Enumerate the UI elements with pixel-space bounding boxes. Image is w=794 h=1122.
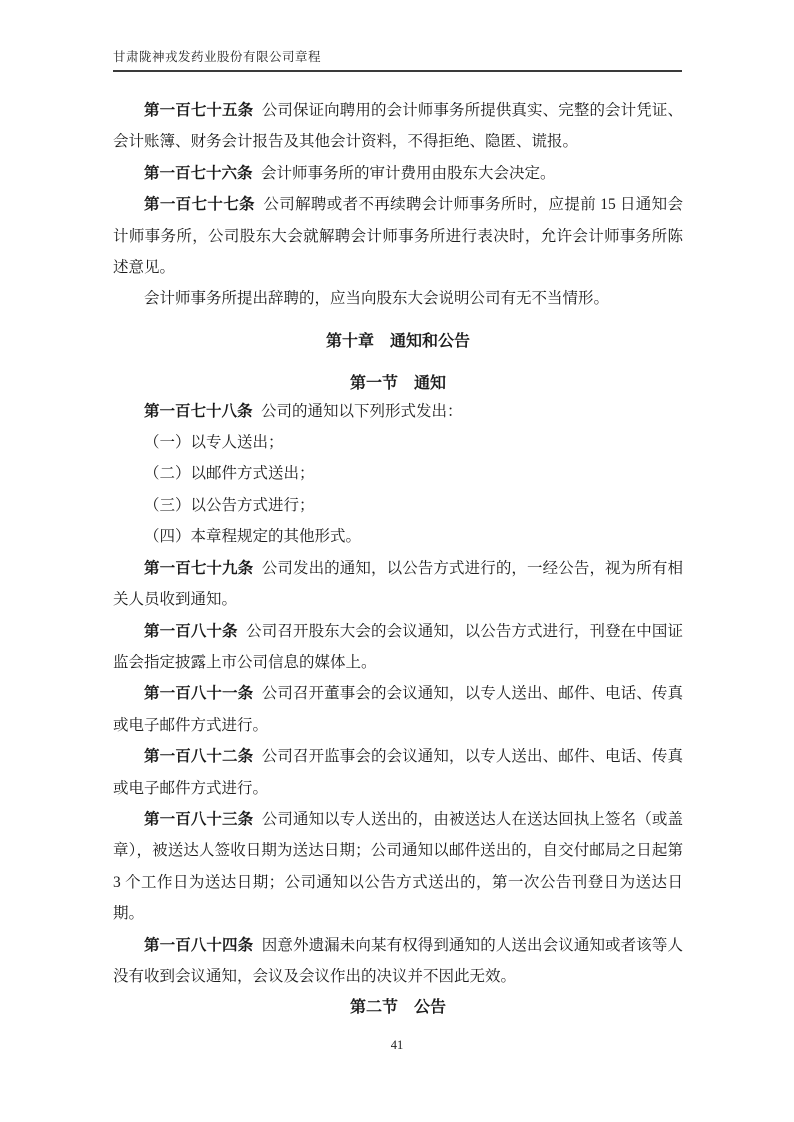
page-footer <box>0 1038 794 1053</box>
chapter-heading: 第十章 通知和公告 <box>325 332 470 350</box>
article-text: 公司召开董事会的会议通知，以专人送出、邮件、电话、传真或电子邮件方式进行。 <box>113 685 683 734</box>
article-paragraph-180 <box>113 616 683 679</box>
list-item-4: （四）本章程规定的其他形式。 <box>144 528 362 546</box>
article-number: 第一百七十八条 <box>144 402 253 420</box>
article-text: 因意外遗漏未向某有权得到通知的人送出会议通知或者该等人没有收到会议通知，会议及会议作出的决议并不因此无效。 <box>113 936 683 985</box>
list-item-2: （二）以邮件方式送出； <box>144 465 315 483</box>
article-paragraph-182 <box>113 741 683 804</box>
article-number: 第一百八十三条 <box>144 810 254 828</box>
article-number: 第一百八十四条 <box>144 936 254 954</box>
article-number: 第一百七十六条 <box>144 164 253 182</box>
article-paragraph-181 <box>113 678 683 741</box>
article-paragraph-175 <box>113 95 683 158</box>
section-heading-notice: 第一节 通知 <box>349 375 446 393</box>
article-paragraph-178 <box>113 396 683 427</box>
article-number: 第一百八十条 <box>144 622 238 640</box>
article-text: 公司召开股东大会的会议通知，以公告方式进行，刊登在中国证监会指定披露上市公司信息的媒体上。 <box>113 622 683 671</box>
list-item-3: （三）以公告方式进行； <box>144 496 315 514</box>
article-paragraph-184 <box>113 930 683 993</box>
article-number: 第一百八十二条 <box>144 748 254 766</box>
article-text: 会计师事务所的审计费用由股东大会决定。 <box>261 164 556 182</box>
article-number: 第一百八十一条 <box>144 685 254 703</box>
body-paragraph: 会计师事务所提出辞聘的，应当向股东大会说明公司有无不当情形。 <box>144 290 610 308</box>
article-text: 公司保证向聘用的会计师事务所提供真实、完整的会计凭证、会计账簿、财务会计报告及其他会计资料，不得拒绝、隐匿、谎报。 <box>113 102 683 151</box>
article-text: 公司的通知以下列形式发出： <box>261 402 463 420</box>
header-divider <box>113 70 682 72</box>
list-item-1: （一）以专人送出； <box>144 434 284 452</box>
article-paragraph-177 <box>113 189 683 283</box>
article-text: 公司通知以专人送出的，由被送达人在送达回执上签名（或盖章），被送达人签收日期为送达日期；公司通知以邮件送出的，自交付邮局之日起第 3 个工作日为送达日期；公司通知以公告方式送出的，第一次公告刊登日为送达日期。 <box>113 810 683 923</box>
page-header <box>113 50 682 72</box>
page-number: 41 <box>390 1038 404 1052</box>
section-heading-announcement: 第二节 公告 <box>349 999 446 1017</box>
article-text: 公司解聘或者不再续聘会计师事务所时，应提前 15 日通知会计师事务所，公司股东大会就解聘会计师事务所进行表决时，允许会计师事务所陈述意见。 <box>113 196 683 277</box>
document-header-title: 甘肃陇神戎发药业股份有限公司章程 <box>113 50 322 64</box>
article-number: 第一百七十五条 <box>144 102 254 119</box>
document-body <box>113 95 683 1024</box>
article-paragraph-183 <box>113 804 683 930</box>
article-paragraph-179 <box>113 553 683 616</box>
article-text: 公司发出的通知，以公告方式进行的，一经公告，视为所有相关人员收到通知。 <box>113 559 683 609</box>
article-text: 公司召开监事会的会议通知，以专人送出、邮件、电话、传真或电子邮件方式进行。 <box>113 748 683 797</box>
article-number: 第一百七十七条 <box>144 196 255 214</box>
article-paragraph-176 <box>113 158 683 189</box>
article-number: 第一百七十九条 <box>144 559 254 577</box>
